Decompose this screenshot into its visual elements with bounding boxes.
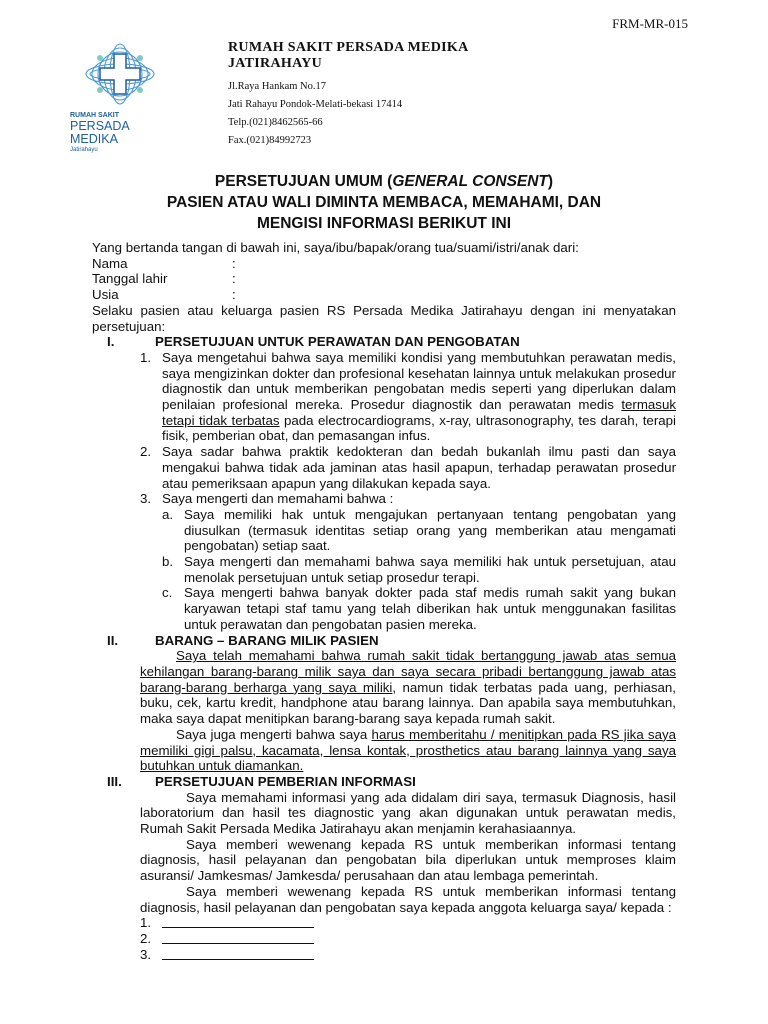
hospital-name-line1: RUMAH SAKIT PERSADA MEDIKA [228,40,469,55]
item-text-part: Saya mengetahui bahwa saya memiliki kondisi yang membutuhkan perawatan medis, saya mengizinkan dokter dan profesional kesehatan lainnya untuk melakukan prosedur diagnostik dan untuk memberikan pengobatan medis seperti yang diperlukan dalam penilaian profesional mereka. Prosedur diagnostik dan perawatan medis [162,349,676,413]
logo-line3: Jatirahayu [70,147,98,153]
list-item [140,444,676,491]
section-number: III. [107,773,122,789]
field-sep: : [232,255,236,271]
hospital-header [228,40,469,150]
recipient-blank[interactable] [140,931,676,947]
blank-line[interactable] [162,947,314,960]
field-label: Usia [92,287,119,303]
field-sep: : [232,287,236,303]
statement-text: Selaku pasien atau keluarga pasien RS Persada Medika Jatirahayu dengan ini menyatakan persetujuan: [92,302,676,334]
item-text-part: pada electrocardiograms, x-ray, ultrasonography, tes darah, terapi fisik, pemberian obat, dan pemasangan infus. [162,412,676,444]
list-item [140,491,676,507]
paragraph-text: Saya memahami informasi yang ada didalam diri saya, termasuk Diagnosis, hasil laboratorium dan hasil tes diagnostic yang akan digunakan untuk perawatan medis, Rumah Sakit Persada Medika Jatirahayu akan menjamin kerahasiaannya. [140,789,676,837]
section-heading [92,774,676,790]
hospital-logo [60,40,180,153]
sub-item-letter: b. [162,554,174,570]
hospital-fax: Fax.(021)84992723 [228,135,312,146]
paragraph [140,837,676,884]
paragraph [140,727,676,774]
hospital-address1: Jl.Raya Hankam No.17 [228,81,326,92]
field-label: Tanggal lahir [92,271,168,287]
form-code: FRM-MR-015 [612,16,688,31]
blank-number: 2. [140,930,152,946]
hospital-name-line2: JATIRAHAYU [228,56,323,71]
recipient-blank[interactable] [140,947,676,963]
item-text-underlined: termasuk tetapi tidak terbatas [162,397,676,428]
title-line2: PASIEN ATAU WALI DIMINTA MEMBACA, MEMAHAMI, DAN [166,194,602,211]
paragraph [140,648,676,727]
sub-item-text: Saya mengerti dan memahami bahwa saya memiliki hak untuk persetujuan, atau menolak persetujuan untuk setiap prosedur terapi. [184,554,676,585]
sub-list-item [162,585,676,632]
item-number: 1. [140,349,152,365]
paragraph-text: Saya juga mengerti bahwa saya [176,726,372,742]
item-text: Saya mengerti dan memahami bahwa : [162,491,394,507]
sub-list-item [162,554,676,585]
title-line1-a: PERSETUJUAN UMUM ( [214,173,393,190]
field-label: Nama [92,255,128,271]
sub-item-letter: c. [162,585,173,601]
item-number: 3. [140,491,152,507]
blank-number: 3. [140,946,152,962]
section-title: BARANG – BARANG MILIK PASIEN [155,632,379,648]
field-birthdate [92,271,676,287]
section-title: PERSETUJUAN UNTUK PERAWATAN DAN PENGOBATAN [155,334,520,350]
sub-list-item [162,507,676,554]
field-sep: : [232,271,236,287]
paragraph-underlined: harus memberitahu / menitipkan pada RS jika saya memiliki gigi palsu, kacamata, lensa kontak, prosthetics atau barang lainnya yang saya butuhkan untuk diamankan. [140,726,677,774]
logo-line2: PERSADA MEDIKA [70,119,130,146]
sub-item-text: Saya mengerti bahwa banyak dokter pada staf medis rumah sakit yang bukan karyawan tetapi staf tamu yang telah diberikan hak untuk menggunakan fasilitas untuk perawatan dan pengobatan pasien mereka. [184,585,676,632]
title-line1-c: ) [547,173,554,190]
item-text: Saya sadar bahwa praktik kedokteran dan bedah bukanlah ilmu pasti dan saya mengakui bahwa tidak ada jaminan atas hasil apapun, terhadap perawatan prosedur atau pemeriksaan apapun yang dilakukan kepada saya. [162,444,676,491]
section-heading [92,334,676,350]
recipient-blank[interactable] [140,915,676,931]
logo-line1: RUMAH SAKIT [70,112,119,119]
hospital-phone: Telp.(021)8462565-66 [228,117,323,128]
intro-text: Yang bertanda tangan di bawah ini, saya/ibu/bapak/orang tua/suami/istri/anak dari: [92,240,579,255]
list-item [140,350,676,444]
document-body [92,240,676,962]
item-number: 2. [140,444,152,460]
section-number: I. [107,334,115,350]
paragraph-underlined: Saya telah memahami bahwa rumah sakit tidak bertanggung jawab atas semua kehilangan barang-barang milik saya dan saya secara pribadi bertanggung jawab atas barang-barang berharga yang saya miliki [140,648,676,695]
paragraph-text: Saya memberi wewenang kepada RS untuk memberikan informasi tentang diagnosis, hasil pelayanan dan pengobatan saya kepada anggota keluarga saya/ kepada : [140,883,676,915]
field-age [92,287,676,303]
paragraph [140,884,676,915]
paragraph-text: , namun tidak terbatas pada uang, perhiasan, buku, cek, kartu kredit, handphone atau barang lainnya. Dan apabila saya membutuhkan, maka saya dapat menitipkan barang-barang saya kepada rumah sakit. [140,679,677,727]
title-line1-b: GENERAL CONSENT [392,173,548,190]
title-line3: MENGISI INFORMASI BERIKUT INI [256,215,512,232]
document-title [92,171,676,234]
section-title: PERSETUJUAN PEMBERIAN INFORMASI [155,773,416,789]
blank-line[interactable] [162,915,314,928]
blank-number: 1. [140,915,152,931]
sub-item-text: Saya memiliki hak untuk mengajukan pertanyaan tentang pengobatan yang diusulkan (termasuk identitas setiap orang yang memberikan atau mengamati pengobatan) setiap saat. [184,506,676,554]
paragraph-text: Saya memberi wewenang kepada RS untuk memberikan informasi tentang diagnosis, hasil pelayanan dan pengobatan bila diperlukan untuk memproses klaim asuransi/ Jamkesmas/ Jamkesda/ perusahaan dan atau lembaga pemerintah. [140,836,676,884]
section-heading [92,633,676,649]
section-number: II. [107,632,119,648]
hospital-address2: Jati Rahayu Pondok-Melati-bekasi 17414 [228,99,403,110]
field-name [92,256,676,272]
item-text [162,350,676,444]
blank-line[interactable] [162,931,314,944]
sub-item-letter: a. [162,506,174,522]
paragraph [140,790,676,837]
